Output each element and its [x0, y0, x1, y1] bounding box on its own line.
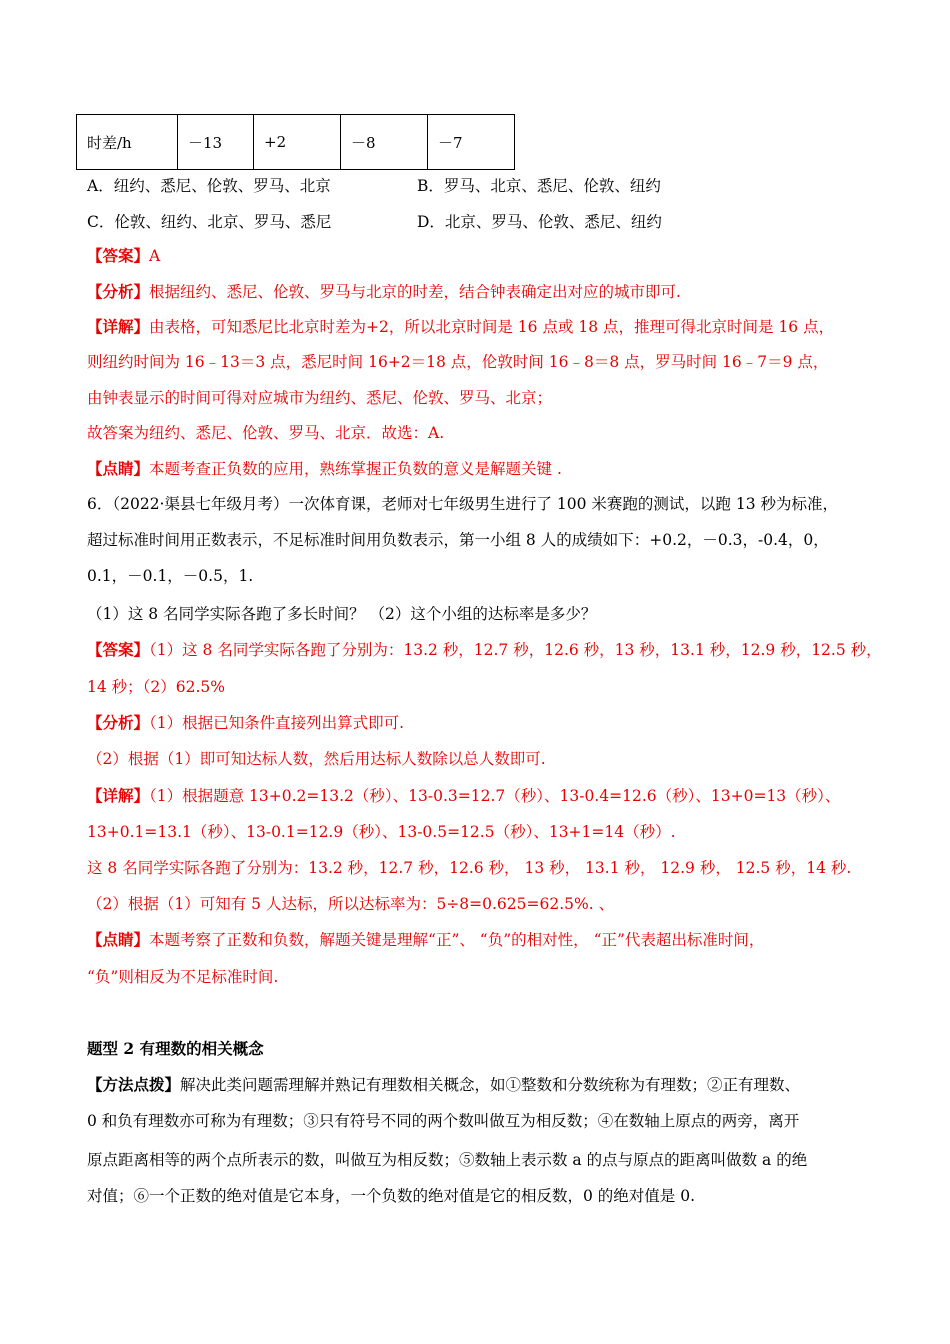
analysis-tag: 【分析】 [87, 713, 150, 732]
option-d: D．北京、罗马、伦敦、悉尼、纽约 [417, 213, 662, 231]
method-tag: 【方法点拨】 [87, 1075, 181, 1094]
table-cell: +2 [254, 115, 341, 170]
detail-tag: 【详解】 [87, 786, 150, 805]
q6-analysis-1 [87, 713, 404, 733]
table-cell: －8 [341, 115, 428, 170]
method-line-1 [87, 1075, 800, 1095]
method-line-3: 原点距离相等的两个点所表示的数，叫做互为相反数；⑤数轴上表示数 a 的点与原点的距离叫做数 a 的绝 [87, 1151, 808, 1169]
detail-text: （1）根据题意 13+0.2=13.2（秒）、13-0.3=12.7（秒）、13-0.4=12.6（秒）、13+0=13（秒）、 [149, 787, 841, 805]
q6-detail-2: 13+0.1=13.1（秒）、13-0.1=12.9（秒）、13-0.5=12.5（秒）、13+1=14（秒）. [87, 823, 676, 841]
q5-detail-3: 由钟表显示的时间可得对应城市为纽约、悉尼、伦敦、罗马、北京； [87, 389, 553, 407]
q6-stem-1: 6．（2022·渠县七年级月考）一次体育课，老师对七年级男生进行了 100 米赛跑的测试，以跑 13 秒为标准， [87, 495, 839, 513]
option-a: A．纽约、悉尼、伦敦、罗马、北京 [87, 177, 331, 195]
q6-comment-1 [87, 930, 764, 950]
q6-stem-3: 0.1，－0.1，－0.5，1. [87, 567, 254, 585]
option-c: C．伦敦、纽约、北京、罗马、悉尼 [87, 213, 332, 231]
q6-analysis-2: （2）根据（1）即可知达标人数，然后用达标人数除以总人数即可. [87, 750, 546, 768]
table-cell: －13 [178, 115, 254, 170]
method-text: 解决此类问题需理解并熟记有理数相关概念，如①整数和分数统称为有理数；②正有理数、 [180, 1076, 801, 1094]
answer-tag: 【答案】 [87, 246, 150, 265]
q6-detail-4: （2）根据（1）可知有 5 人达标，所以达标率为：5÷8=0.625=62.5%. 、 [87, 895, 615, 913]
answer-text: （1）这 8 名同学实际各跑了分别为：13.2 秒，12.7 秒，12.6 秒，13 秒，13.1 秒，12.9 秒，12.5 秒， [149, 641, 882, 659]
q6-detail-3: 这 8 名同学实际各跑了分别为：13.2 秒，12.7 秒，12.6 秒， 13 秒， 13.1 秒， 12.9 秒， 12.5 秒，14 秒. [87, 859, 852, 877]
answer-text: A [149, 247, 161, 265]
detail-text: 由表格，可知悉尼比北京时差为+2，所以北京时间是 16 点或 18 点，推理可得北京时间是 16 点， [149, 318, 835, 336]
comment-tag: 【点睛】 [87, 459, 150, 478]
q5-detail-2: 则纽约时间为 16﹣13＝3 点，悉尼时间 16+2＝18 点，伦敦时间 16﹣8＝8 点，罗马时间 16﹣7＝9 点， [87, 353, 829, 371]
q6-detail-1 [87, 786, 840, 806]
q6-stem-2: 超过标准时间用正数表示，不足标准时间用负数表示，第一小组 8 人的成绩如下：+0.2，－0.3，-0.4，0， [87, 531, 829, 549]
analysis-text: 根据纽约、悉尼、伦敦、罗马与北京的时差，结合钟表确定出对应的城市即可. [149, 283, 681, 301]
answer-tag: 【答案】 [87, 640, 150, 659]
q5-answer [87, 246, 160, 266]
analysis-tag: 【分析】 [87, 282, 150, 301]
table-row [77, 115, 515, 170]
time-difference-table [76, 114, 515, 170]
method-line-2: 0 和负有理数亦可称为有理数；③只有符号不同的两个数叫做互为相反数；④在数轴上原点的两旁，离开 [87, 1112, 800, 1130]
q5-detail-1 [87, 317, 834, 337]
comment-text: 本题考查正负数的应用，熟练掌握正负数的意义是解题关键 . [149, 460, 562, 478]
q6-answer-2: 14 秒；（2）62.5% [87, 678, 226, 696]
q6-comment-2: “负”则相反为不足标准时间. [87, 968, 279, 986]
section-title: 题型 2 有理数的相关概念 [87, 1039, 264, 1058]
q5-comment [87, 459, 562, 479]
analysis-text: （1）根据已知条件直接列出算式即可. [149, 714, 405, 732]
comment-tag: 【点睛】 [87, 930, 150, 949]
q5-analysis [87, 282, 681, 302]
comment-text: 本题考察了正数和负数，解题关键是理解“正”、 “负”的相对性， “正”代表超出标准时间， [149, 931, 765, 949]
method-line-4: 对值；⑥一个正数的绝对值是它本身，一个负数的绝对值是它的相反数，0 的绝对值是 0. [87, 1187, 696, 1205]
table-cell-header: 时差/h [77, 115, 178, 170]
option-b: B．罗马、北京、悉尼、伦敦、纽约 [417, 177, 661, 195]
detail-tag: 【详解】 [87, 317, 150, 336]
q6-answer-1 [87, 640, 882, 660]
q5-detail-4: 故答案为纽约、悉尼、伦敦、罗马、北京．故选：A. [87, 424, 445, 442]
table-cell: －7 [428, 115, 515, 170]
q6-sub-questions: （1）这 8 名同学实际各跑了多长时间？ （2）这个小组的达标率是多少？ [87, 605, 597, 623]
